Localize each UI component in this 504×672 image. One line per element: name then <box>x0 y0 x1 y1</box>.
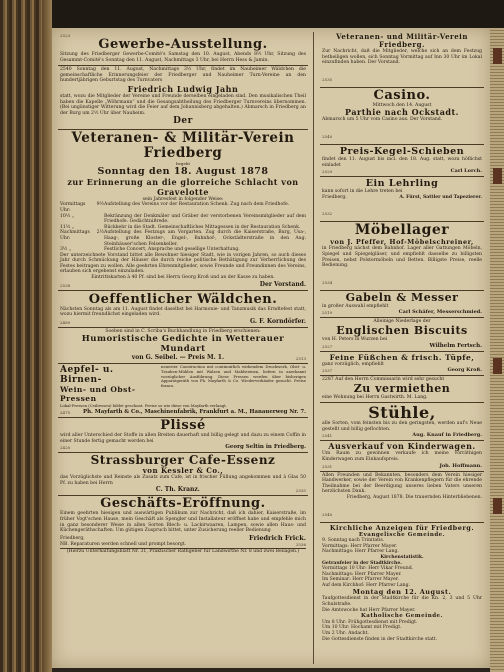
ad-casino <box>320 88 484 145</box>
left-column <box>58 32 308 666</box>
ad-text: Nächsten Sonntag als am 11. August findet daselbst bei Harmonie- und Tanzmusik das Erndtefest statt, wozu hiermit freundlichst eingeladen wird. <box>60 306 306 318</box>
list-item: Getraufeier in der Stadtkirche. <box>322 560 402 566</box>
ad-text: Mittwoch den 14. August <box>372 102 432 108</box>
ad-lead: Alleinige Niederlage der <box>373 319 431 325</box>
ad-text: in Friedberg nächst dem Bahnhof. Lager aller Gattungen Möbeln, Spiegel und Spiegelgläser, und empfiehlt dasselbe zu billigsten Preisen, nebst Polstermöbeln und Betten. Billigste Preise, reelle Bedienung. <box>322 246 482 269</box>
program-item: 10½ „ Bekränzung der Denkmäler und Gräber der verstorbenen Vereinsmitglieder auf dem Friedhofe. Gedächtnißrede. <box>60 213 306 225</box>
right-column <box>320 32 484 666</box>
ad-fuesschen <box>320 352 484 377</box>
ad-title: Ein Lehrling <box>365 178 439 190</box>
ad-signature: Carl Schäfer, Messerschmied. <box>398 309 482 316</box>
ad-signature: Der Vorstand. <box>259 280 306 288</box>
ad-number: 2489 <box>60 319 71 325</box>
ad-number: 2540 <box>322 133 333 139</box>
ad-signature: Carl Lorch. <box>450 168 482 175</box>
ad-note: NB. Reparaturen werden schnell und prompt besorgt. <box>60 541 187 547</box>
ad-note: Der unterzeichnete Vorstand bittet alle Bewohner hiesiger Stadt, wie in vorigen Jahren, so auch dieses Jahr durch Schmückung der Häuser die durch reiche politische Bethätigung zur Verherrlichung des Festes beitragen zu wollen. Alle geehrten Ehrenmitglieder, sowie Freunde und Freundinnen des Vereins, erlauben sich ergebenst einzuladen. <box>60 252 306 275</box>
ad-number: 2523 <box>60 33 71 38</box>
ad-lead: 2540 Sonntag den 11. August, Nachmittags 3½ Uhr, findet im Nauheimer Wäldchen die gemeinschaftliche Erinnerungsfeier der Friedberger und Nauheimer Turn-Vereine an den hundertjährigen Geburtstag des Turnvaters <box>60 67 306 84</box>
list-item: 9. Sonntag nach Trinitatis. <box>322 538 385 544</box>
ad-subtitle: zur Erinnerung an die glorreiche Schlacht von Gravelotte <box>67 177 299 198</box>
ad-signature: Wilhelm Fertsch. <box>429 342 482 349</box>
ad-big: Parthie nach Ockstadt. <box>345 107 459 118</box>
ad-number: 2519 <box>322 310 333 316</box>
ad-title: Casino. <box>373 87 431 103</box>
ad-title: Humoristische Gedichte in Wetterauer Mundart <box>81 334 285 355</box>
ad-number: 2475 <box>60 410 71 416</box>
ad-title: Zu vermiethen <box>353 381 451 395</box>
ad-sub: Lokal-Pressen (Ceilresseu) bildet geschont. Preise so wie diese von Mayfarth verlangt. <box>60 403 228 409</box>
ad-title: Kirchliche Anzeigen für Friedberg. <box>329 523 475 532</box>
ad-veteranen-notice <box>320 32 484 88</box>
ad-place: Friedberg, <box>60 536 85 542</box>
program-item: Nachmittags 2½ Uhr: Aufstellung des Festzugs am Vorgarten. Zug durch die Kaiserstraße, Burg, Usa-, Haag-, große Kloster-, Engel-, Bahnhof-, Ockstädterstraße in den Aug. Steinhäuser'schen Felsenkeller. <box>60 230 306 247</box>
ad-plisse <box>58 418 308 453</box>
ad-lehrling <box>320 177 484 222</box>
ad-place: Friedberg. <box>322 194 347 200</box>
ad-signature: Joh. Hoffmann. <box>439 462 482 469</box>
ad-text: Allen Freunden und Bekannten, besonders dem Verein hiesiger Handwerker, sowie der Verein von Krankenpflegern für die ehrende Theilnahme bei der Beerdigung unseres lieben Vaters unseren herzlichsten Dank. <box>322 472 482 495</box>
ad-title: Plissé <box>160 418 206 434</box>
ad-title: Möbellager <box>354 222 450 239</box>
ad-title: Geschäfts-Eröffnung. <box>100 496 266 512</box>
ad-number: 2540 <box>322 511 333 517</box>
book-binding <box>0 0 52 672</box>
ad-stuehle <box>320 403 484 441</box>
ad-number: 2538 <box>60 282 71 288</box>
program-list <box>60 202 306 252</box>
ad-signature: Friedrich Frick. <box>248 533 306 542</box>
ad-number: 2529 <box>322 169 333 175</box>
ad-number: 2537 <box>322 368 333 374</box>
ad-title: Veteranen- & Militär-Verein Friedberg <box>71 130 295 162</box>
ad-gabeln <box>320 291 484 319</box>
ad-author: von G. Seibel. — Preis M. 1. <box>131 354 225 362</box>
ad-number: 2535 <box>295 488 306 494</box>
ad-text: wird aller Unterschied der Stoffe in allen Breiten dauerhaft und billig gelegt und dazu zu einem Coffin in einer Stunde fertig gemacht werden bei <box>60 433 306 444</box>
ad-note-2: Eintrittskarten à 40 Pf. sind bei Herrn Georg Kroß und an der Kasse zu haben. <box>91 275 275 281</box>
ad-text: von H. Peters in Wurzen bei <box>322 336 388 342</box>
ad-lead: 2287 Auf den Herrn Commissarin wird sehr gesucht <box>322 377 445 383</box>
program-item: Vormittags 9½ Uhr: Aufstellung des Vereins vor der Restauration Schenk. Zug nach dem Friedhofe. <box>60 202 290 213</box>
list-item: Im Seminar: Herr Pfarrer Mayer. <box>322 577 400 583</box>
ad-notice <box>320 472 484 523</box>
ad-signature: A. Fürst, Sattler und Tapezierer. <box>399 195 482 201</box>
ad-title: Englischen Biscuits <box>336 323 468 337</box>
ad-text: eine Wohnung bei Herrn Gastwirth. M. Lang. <box>322 394 428 400</box>
ad-title: Strassburger Cafe-Essenz <box>90 453 276 468</box>
ad-name: Friedrich Ludwig Jahn <box>127 83 239 94</box>
list-item: Um 8 Uhr: Frühgottesdienst mit Predigt. <box>322 619 418 625</box>
program-item: 3½ „ Festliche Concert, Ansprache und gesellige Unterhaltung. <box>60 247 240 253</box>
ad-by: von J. Pfeffer, Hof-Möbelschreiner, <box>330 238 474 247</box>
ad-signature: C. Th. Kranz. <box>155 486 200 494</box>
ad-gewerbe <box>58 32 308 66</box>
ad-number: 2541 <box>322 433 333 439</box>
ad-number: 2531 <box>322 463 333 469</box>
ad-signature: Georg Kroß. <box>447 367 482 374</box>
ad-strassburger <box>58 453 308 496</box>
ad-number: 2536 <box>295 542 306 548</box>
ad-oeffentlicher <box>58 291 308 328</box>
ad-number: 2513 <box>295 356 306 362</box>
list-item: Nachmittags: Herr Pfarrer Lang. <box>322 549 399 555</box>
ad-date: Sonntag den 18. August 1878 <box>97 166 269 178</box>
list-item: Die Amtswoche hat Herr Pfarrer Mayer. <box>322 607 416 613</box>
list-item: Die Gottesdienste finden in der Stadtkirche statt. <box>322 636 438 642</box>
ad-subtitle: von Kessler & Co., <box>142 466 224 476</box>
ad-mayfarth <box>58 364 308 418</box>
ad-text: Zur Nachricht, daß die Mitglieder, welche sich an dem Festzug betheiligen wollen, sich Sonntag Vormittag auf Inn 30 Uhr im Lokal einzufinden haben. Der Vorstand. <box>322 49 482 66</box>
ad-number: 2420 <box>60 445 71 451</box>
ad-number: 2535 <box>322 76 333 82</box>
list-item: Vormittags 10 Uhr: Herr Vikar Freund. <box>322 566 414 572</box>
ad-subtitle-2: sein Jahresfest in folgender Weise: <box>142 197 224 203</box>
ad-number: 2527 <box>322 343 333 349</box>
ad-signature: Friedberg, August 1878. Die trauernden Hinterbliebenen. <box>346 495 482 501</box>
ad-text: alle Sorten, vom feinsten bis zu den geringsten, werden auf's Neue gestellt und billig geflochten. <box>322 421 482 432</box>
list-item: Kirchenstatistik. <box>380 554 424 560</box>
ad-title: Oeffentlicher Wäldchen. <box>88 291 278 307</box>
ad-subtitle: Evangelische Gemeinde. <box>358 531 446 538</box>
ad-title: Ausverkauf von Kinderwagen. <box>328 441 476 452</box>
ad-kinderwagen <box>320 441 484 471</box>
column-divider <box>313 32 314 664</box>
newspaper-page <box>52 28 490 668</box>
ad-title: Veteranen- und Militär-Verein Friedberg. <box>336 32 468 49</box>
ad-text: kann sofort in die Lehre treten bei <box>322 189 403 195</box>
ad-moebellager <box>320 222 484 290</box>
ad-signature: Aug. Knauf in Friedberg. <box>412 432 482 439</box>
ad-der: Der <box>173 116 193 127</box>
ad-title: Gabeln & Messer <box>345 290 459 304</box>
list-item: Auf dem Kirchhof: Herr Pfarrer Lang. <box>322 582 410 588</box>
list-item: Taufgottesdienst in der Stadtkirche für die Kn. 2, 3 und 5 Uhr Schulstraße. <box>322 596 482 608</box>
ad-line: Soeben sind in C. Scriba's Buchhandlung in Friedberg erschienen: <box>105 328 261 334</box>
ad-text: findet den 11. August bis incl. den 18. Aug. statt, wozu höflichst einladet <box>322 156 482 168</box>
ad-big-1: Aepfel- u. Birnen- <box>60 365 114 386</box>
ad-vermiethen <box>320 376 484 403</box>
ad-description: neuester Construction mit continuirlich wirkendem Druckwerk, Obst- u. Trauben-Mühlen mit Walzen und Mahlsteinen, liefern in anerkannt vorzüglicher Ausführung. Diese Pressen werden über bisherigen Apparatgeräth von Ph. Mayfarth & Co. Wiederverkäufer gesucht. Preise franco. <box>161 364 306 388</box>
list-item: Vormittags: Herr Pfarrer Mayer. <box>322 543 398 549</box>
list-item: Um 2 Uhr: Andacht. <box>322 630 369 636</box>
ad-text: Um Raum zu gewinnen verkaufe ich meine vorräthigen Kinderwagen zum Einkaufspreis. <box>322 451 482 463</box>
ad-text: statt, wozu die Mitglieder der Vereine und Freunde derselben eingeladen sind. Den musikalischen Theil haben die Kapelle „Wöhrmann“ und die Gesangsabtheilung des Friedberger Turnvereins übernommen. (Bei ungünstiger Witterung wird die Feier auf dem Johannisberg abgehalten.) Abmarsch in Friedberg an der Burg um 2½ Uhr über Nauheim. <box>60 93 306 116</box>
ad-veteranen <box>58 130 308 290</box>
ad-line: Ph. Mayfarth & Co., Maschinenfabrik, Frankfurt a. M., Hanauerweg Nr. 7. <box>83 409 306 416</box>
page-stack-edge <box>490 28 504 672</box>
ad-geschaefts <box>58 496 308 557</box>
ad-text: das Vorzüglichste und Reinste als Zusatz zum Cafe, ist in frischer Füllung angekommen und à Glas 50 Pf. zu haben bei Herrn <box>60 475 306 486</box>
ad-text: Sitzung des Friedberger Gewerbe-Comité's Samstag den 10. August, Abends 8½ Uhr, Sitzung des Gesammt-Comité's Sonntag den 11. August, Nachmittags 3 Uhr, bei Herrn Hess & Jamin. <box>60 52 306 63</box>
list-item: Nachmittags: Herr Pfarrer Mayer. <box>322 571 402 577</box>
list-item: Um 10 Uhr: Hochamt mit Predigt. <box>322 625 402 631</box>
ad-preis <box>320 145 484 177</box>
ad-begeht: begeht <box>175 161 191 167</box>
ad-title: Preis-Kegel-Schieben <box>339 145 465 157</box>
ad-number: 2532 <box>322 211 333 217</box>
ad-number: 2534 <box>322 279 333 285</box>
ad-biscuits <box>320 318 484 351</box>
ad-montag: Montag den 12. August. <box>352 588 452 597</box>
ad-title: Gewerbe-Ausstellung. <box>98 37 268 52</box>
ad-foot: Abmarsch um 5 Uhr vom Casino aus. Der Vorstand. <box>322 117 443 123</box>
ad-text: in großer Auswahl empfiehlt <box>322 303 389 309</box>
ad-signature: Georg Seltin in Friedberg. <box>225 444 306 451</box>
ad-text: Einem geehrten hiesigen und auswärtigen Publikum zur Nachricht, daß ich dahier, Kaiserstraße, im früher Vogt'schen Hause, mein Geschäft als Spengler und Installateur eröffnet habe und empfehle mich in ganz besonderer Weise in allen Sorten Blech- u. Lackirwaaren, Lampen, sowie allen Haus- und Küchengeräthschaften. Um gütigen Zuspruch bittet, unter Zusicherung reeller Bedienung <box>60 511 306 534</box>
program-item: 11½ „ Rückkehr in die Stadt. Gemeinschaftliches Mittagessen in der Restauration Schenk. <box>60 224 301 230</box>
ad-text: ganz vorzüglich, empfiehlt <box>322 361 384 367</box>
ad-scriba <box>58 328 308 365</box>
ad-title: Stühle, <box>368 403 436 423</box>
ad-jahn <box>58 66 308 130</box>
ad-kath: Katholische Gemeinde. <box>361 613 443 620</box>
page-footer: (Hierzu Unterhaltungsblatt Nr. 31, Praktischer Rathgeber für Landwirthe Nr. 8 und zwei Beilagen.) <box>60 548 306 555</box>
scan-top-edge <box>52 0 504 28</box>
ad-title: Feine Füßchen & frisch. Tüpfe, <box>329 352 475 362</box>
ad-kirchliche <box>320 523 484 645</box>
ad-signature: G. F. Korndörfer. <box>250 317 306 325</box>
ad-big-2: Wein- und Obst-Pressen <box>60 385 136 404</box>
